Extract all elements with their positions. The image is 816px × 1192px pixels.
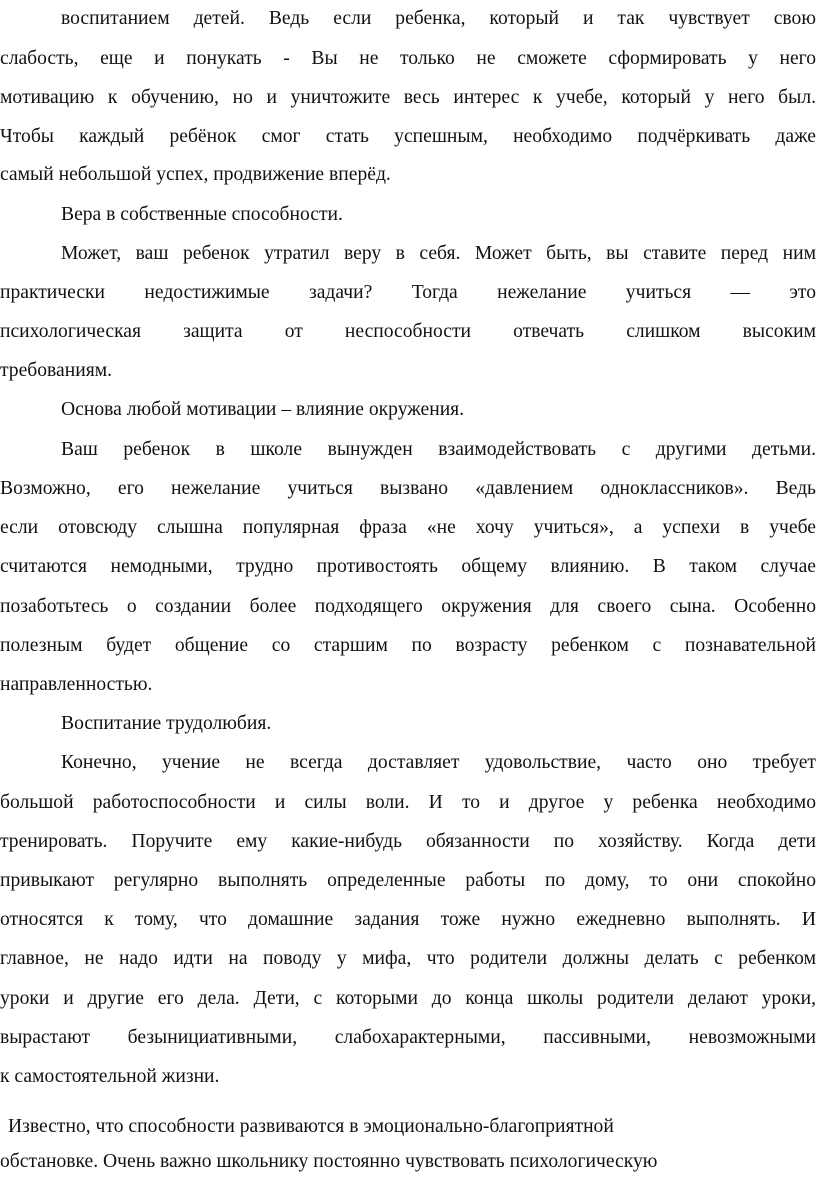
text-line: практически недостижимые задачи? Тогда нежелание учиться — это (0, 282, 816, 303)
text-line: вырастают безынициативными, слабохарактерными, пассивными, невозможными (0, 1027, 816, 1048)
text-line: большой работоспособности и силы воли. И то и другое у ребенка необходимо (0, 792, 816, 813)
text-line: воспитанием детей. Ведь если ребенка, который и так чувствует свою (61, 8, 816, 29)
text-line: к самостоятельной жизни. (0, 1066, 220, 1087)
text-line: направленностью. (0, 674, 153, 695)
text-line: считаются немодными, трудно противостоять общему влиянию. В таком случае (0, 556, 816, 577)
text-line: мотивацию к обучению, но и уничтожите весь интерес к учебе, который у него был. (0, 87, 816, 108)
text-line: Чтобы каждый ребёнок смог стать успешным, необходимо подчёркивать даже (0, 126, 816, 147)
text-line: самый небольшой успех, продвижение вперёд. (0, 164, 391, 185)
text-line: слабость, еще и понукать - Вы не только не сможете сформировать у него (0, 48, 816, 69)
section-heading: Вера в собственные способности. (61, 204, 343, 225)
text-line: Известно, что способности развиваются в эмоционально-благоприятной (8, 1116, 614, 1137)
text-line: психологическая защита от неспособности отвечать слишком высоким (0, 321, 816, 342)
text-line: тренировать. Поручите ему какие-нибудь обязанности по хозяйству. Когда дети (0, 831, 816, 852)
section-heading: Воспитание трудолюбия. (61, 713, 272, 734)
text-line: требованиям. (0, 360, 113, 381)
text-line: относятся к тому, что домашние задания тоже нужно ежедневно выполнять. И (0, 909, 816, 930)
text-line: Может, ваш ребенок утратил веру в себя. Может быть, вы ставите перед ним (61, 243, 816, 264)
text-line: привыкают регулярно выполнять определенные работы по дому, то они спокойно (0, 870, 816, 891)
text-line: позаботьтесь о создании более подходящего окружения для своего сына. Особенно (0, 596, 816, 617)
text-line: Ваш ребенок в школе вынужден взаимодействовать с другими детьми. (61, 439, 816, 460)
text-line: полезным будет общение со старшим по возрасту ребенком с познавательной (0, 635, 816, 656)
text-line: главное, не надо идти на поводу у мифа, что родители должны делать с ребенком (0, 948, 816, 969)
text-line: уроки и другие его дела. Дети, с которыми до конца школы родители делают уроки, (0, 988, 816, 1009)
text-line: Конечно, учение не всегда доставляет удовольствие, часто оно требует (61, 752, 816, 773)
text-line: обстановке. Очень важно школьнику постоянно чувствовать психологическую (0, 1151, 658, 1172)
text-line: Возможно, его нежелание учиться вызвано «давлением одноклассников». Ведь (0, 478, 816, 499)
section-heading: Основа любой мотивации – влияние окружения. (61, 399, 465, 420)
text-line: если отовсюду слышна популярная фраза «не хочу учиться», а успехи в учебе (0, 517, 816, 538)
